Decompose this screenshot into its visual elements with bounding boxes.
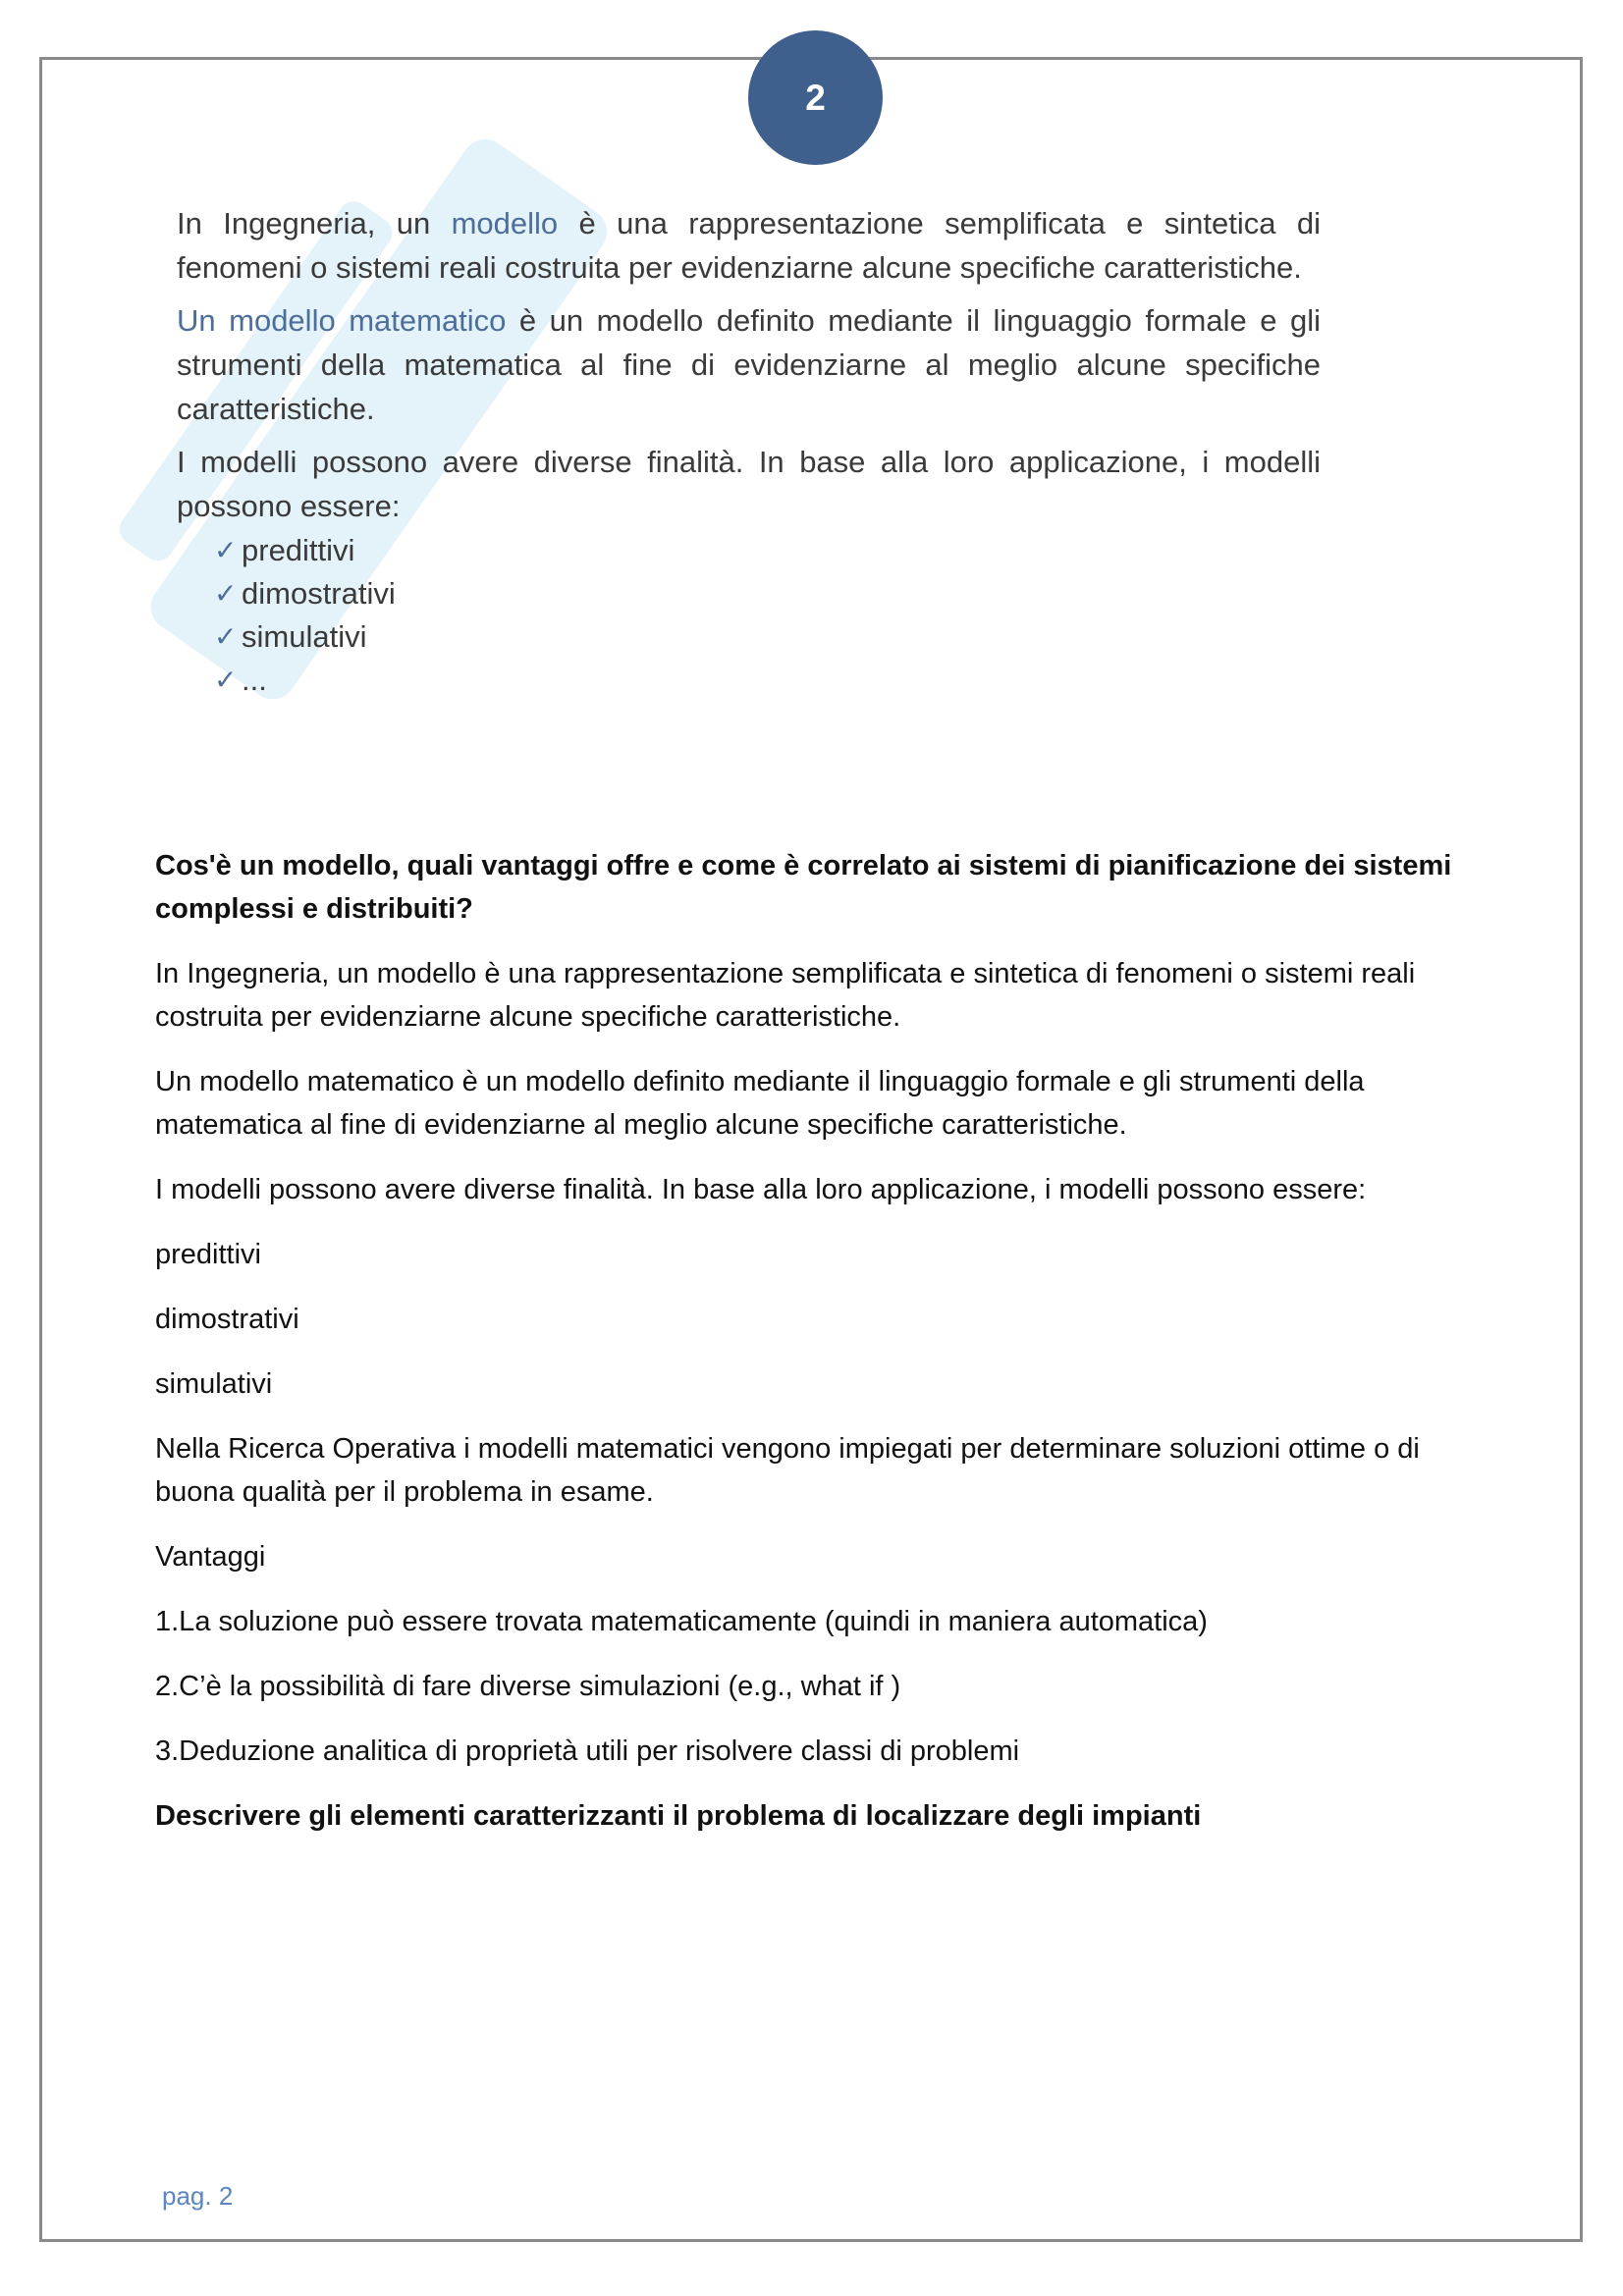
list-item: ✓ simulativi [214, 614, 1321, 658]
textbook-excerpt-image [177, 201, 1321, 701]
footer-page-label: pag. 2 [162, 2181, 234, 2211]
list-item: ✓ dimostrativi [214, 571, 1321, 614]
paragraph-type-3: simulativi [155, 1368, 273, 1400]
question-heading-2: Descrivere gli elementi caratterizzanti il problema di localizzare degli impianti [155, 1800, 1202, 1832]
check-icon: ✓ [214, 664, 238, 695]
list-item: ✓ ... [214, 658, 1321, 701]
check-icon: ✓ [214, 620, 238, 652]
excerpt-paragraph-2: Un modello matematico è un modello definito mediante il linguaggio formale e gli strumenti della matematica al fine di evidenziarne al meglio alcune specifiche caratteristiche. [177, 303, 1321, 426]
check-icon: ✓ [214, 534, 238, 565]
excerpt-paragraph-1: In Ingegneria, un modello è una rappresentazione semplificata e sintetica di fenomeni o sistemi reali costruita per evidenziarne alcune specifiche caratteristiche. [177, 206, 1322, 285]
highlight-modello-matematico: Un modello matematico [177, 303, 507, 338]
excerpt-paragraph-3: I modelli possono avere diverse finalità. In base alla loro applicazione, i modelli possono essere: [177, 445, 1321, 523]
page-number-badge [748, 30, 883, 165]
excerpt-list [177, 528, 1321, 701]
page-number: 2 [805, 77, 826, 118]
question-heading-1: Cos'è un modello, quali vantaggi offre e come è correlato ai sistemi di pianificazione dei sistemi complessi e distribuiti? [155, 850, 1452, 925]
paragraph-ricerca-operativa: Nella Ricerca Operativa i modelli matematici vengono impiegati per determinare soluzioni ottime o di buona qualità per il problema in esame. [155, 1433, 1420, 1508]
list-item: ✓ predittivi [214, 528, 1321, 571]
check-icon: ✓ [214, 577, 238, 609]
highlight-modello: modello [451, 206, 559, 240]
paragraph-purposes: I modelli possono avere diverse finalità. In base alla loro applicazione, i modelli possono essere: [155, 1174, 1367, 1205]
paragraph-vantaggi-title: Vantaggi [155, 1541, 266, 1573]
paragraph-type-2: dimostrativi [155, 1304, 299, 1335]
paragraph-vantaggio-2: 2.C’è la possibilità di fare diverse simulazioni (e.g., what if ) [155, 1671, 901, 1702]
paragraph-def-model: In Ingegneria, un modello è una rappresentazione semplificata e sintetica di fenomeni o sistemi reali costruita per evidenziarne alcune specifiche caratteristiche. [155, 958, 1416, 1033]
document-body [155, 844, 1471, 1859]
paragraph-vantaggio-1: 1.La soluzione può essere trovata matematicamente (quindi in maniera automatica) [155, 1606, 1208, 1637]
paragraph-vantaggio-3: 3.Deduzione analitica di proprietà utili per risolvere classi di problemi [155, 1735, 1020, 1767]
paragraph-def-math-model: Un modello matematico è un modello definito mediante il linguaggio formale e gli strumenti della matematica al fine di evidenziarne al meglio alcune specifiche caratteristiche. [155, 1066, 1365, 1141]
paragraph-type-1: predittivi [155, 1239, 261, 1270]
